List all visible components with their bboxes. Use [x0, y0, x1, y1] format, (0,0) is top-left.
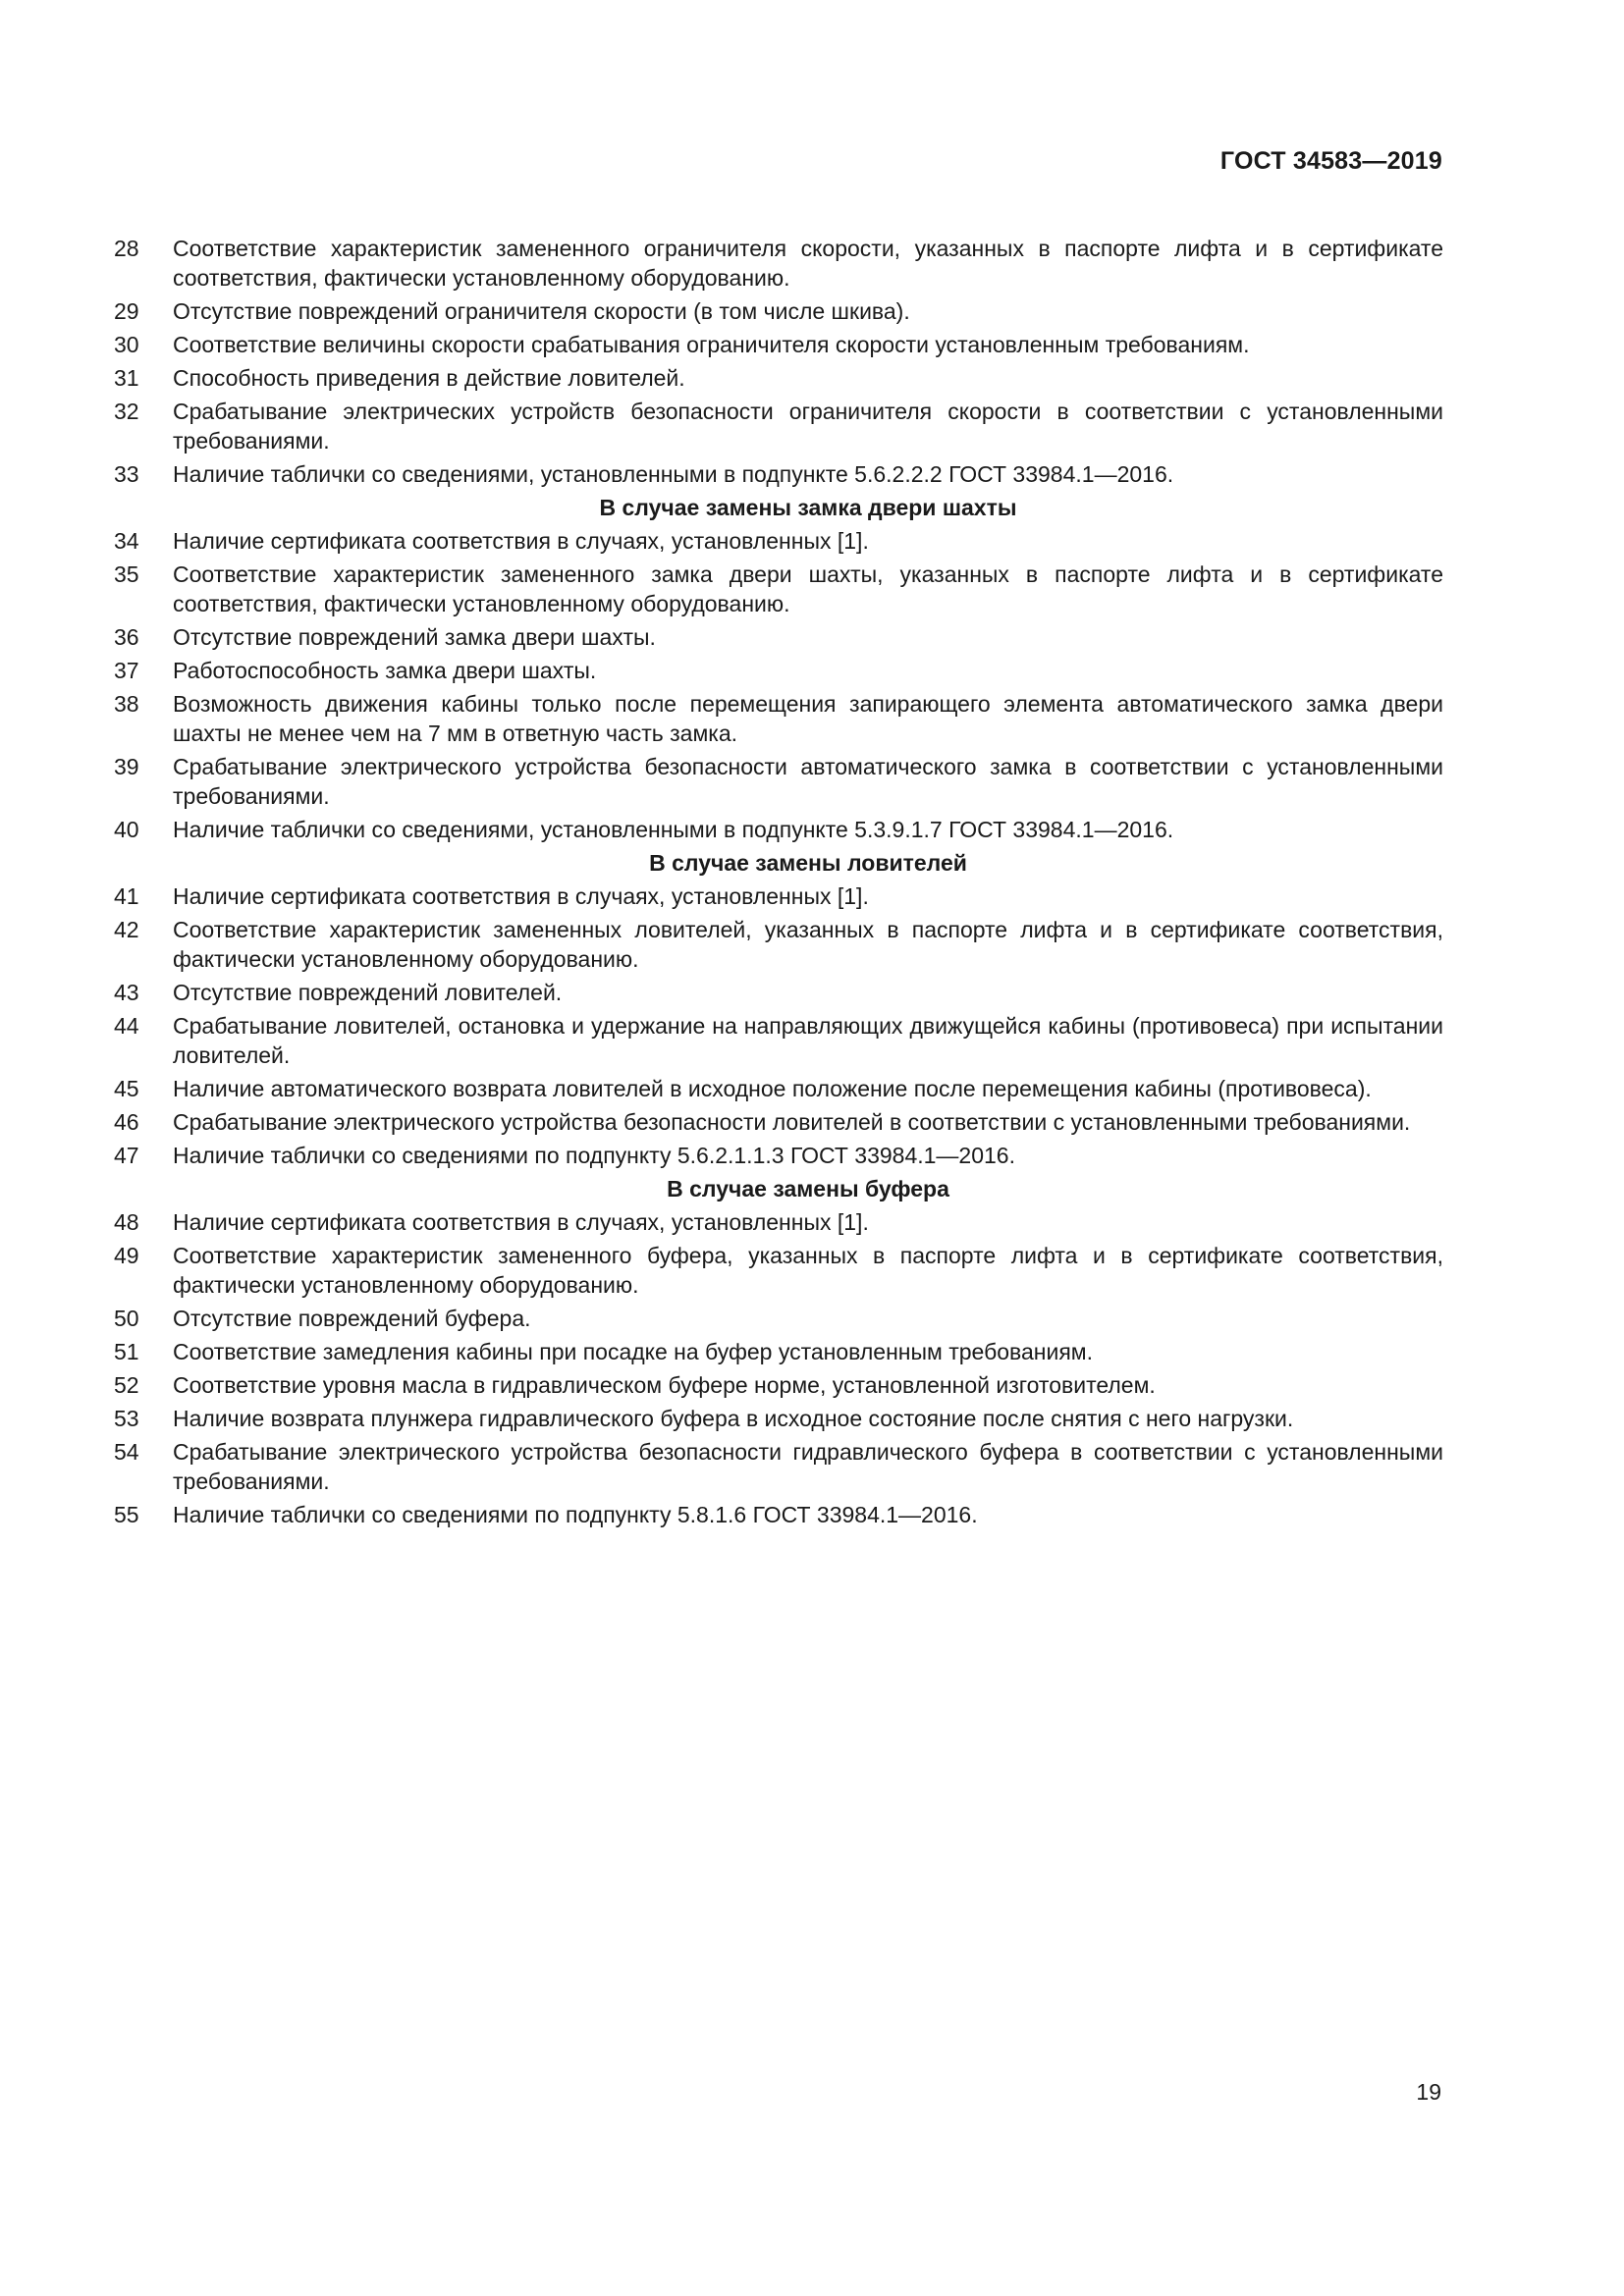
item-text: Соответствие характеристик замененного замка двери шахты, указанных в паспорте лифта и в сертификате соответствия, фактически установленному оборудованию.: [173, 561, 1443, 616]
item-text: Наличие сертификата соответствия в случаях, установленных [1].: [173, 883, 869, 909]
item-number: 55: [114, 1502, 139, 1527]
list-item: [114, 1207, 1443, 1237]
item-number: 30: [114, 332, 139, 357]
item-number: 45: [114, 1076, 139, 1101]
item-number: 46: [114, 1109, 139, 1135]
list-item: [114, 363, 1443, 393]
list-item: [114, 1074, 1443, 1103]
list-item: [114, 1107, 1443, 1137]
item-text: Наличие возврата плунжера гидравлического буфера в исходное состояние после снятия с него нагрузки.: [173, 1406, 1294, 1431]
item-text: Наличие таблички со сведениями по подпункту 5.8.1.6 ГОСТ 33984.1—2016.: [173, 1502, 978, 1527]
item-text: Соответствие величины скорости срабатывания ограничителя скорости установленным требованиям.: [173, 332, 1250, 357]
item-number: 51: [114, 1339, 139, 1364]
item-text: Наличие таблички со сведениями, установленными в подпункте 5.3.9.1.7 ГОСТ 33984.1—2016.: [173, 817, 1174, 842]
item-text: Отсутствие повреждений ограничителя скорости (в том числе шкива).: [173, 298, 910, 324]
item-number: 42: [114, 917, 139, 942]
list-item: [114, 881, 1443, 911]
list-item: [114, 1370, 1443, 1400]
item-number: 28: [114, 236, 139, 261]
item-text: Срабатывание электрического устройства безопасности автоматического замка в соответствии с установленными требованиями.: [173, 754, 1443, 809]
item-text: Наличие автоматического возврата ловителей в исходное положение после перемещения кабины (противовеса).: [173, 1076, 1372, 1101]
item-text: Наличие сертификата соответствия в случаях, установленных [1].: [173, 1209, 869, 1235]
item-text: Отсутствие повреждений буфера.: [173, 1306, 531, 1331]
item-text: Наличие сертификата соответствия в случаях, установленных [1].: [173, 528, 869, 554]
item-number: 52: [114, 1372, 139, 1398]
list-item: [114, 1304, 1443, 1333]
list-item: [114, 752, 1443, 811]
item-number: 44: [114, 1013, 139, 1039]
list-item: [114, 560, 1443, 618]
list-item: [114, 1437, 1443, 1496]
item-number: 36: [114, 624, 139, 650]
section-heading: В случае замены замка двери шахты: [599, 495, 1017, 520]
list-item: [114, 397, 1443, 455]
item-text: Срабатывание электрического устройства безопасности ловителей в соответствии с установленными требованиями.: [173, 1109, 1411, 1135]
document-code: ГОСТ 34583—2019: [1219, 147, 1442, 175]
list-item: [114, 330, 1443, 359]
item-text: Соответствие характеристик замененных ловителей, указанных в паспорте лифта и в сертификате соответствия, фактически установленному оборудованию.: [173, 917, 1443, 972]
item-number: 33: [114, 461, 139, 487]
item-number: 41: [114, 883, 139, 909]
list-item: [114, 915, 1443, 974]
section-heading: В случае замены буфера: [667, 1176, 949, 1201]
item-number: 32: [114, 399, 139, 424]
item-number: 48: [114, 1209, 139, 1235]
item-text: Соответствие характеристик замененного ограничителя скорости, указанных в паспорте лифта и в сертификате соответствия, фактически установленному оборудованию.: [173, 236, 1443, 291]
list-item: [114, 978, 1443, 1007]
item-text: Наличие таблички со сведениями по подпункту 5.6.2.1.1.3 ГОСТ 33984.1—2016.: [173, 1143, 1015, 1168]
list-item: [114, 815, 1443, 844]
item-text: Срабатывание электрических устройств безопасности ограничителя скорости в соответствии с установленными требованиями.: [173, 399, 1443, 454]
page-number: 19: [1416, 2079, 1441, 2105]
item-number: 54: [114, 1439, 139, 1465]
list-item: [114, 459, 1443, 489]
list-item: [114, 656, 1443, 685]
list-item: [114, 1141, 1443, 1170]
item-number: 43: [114, 980, 139, 1005]
list-item: [114, 296, 1443, 326]
item-text: Отсутствие повреждений замка двери шахты.: [173, 624, 656, 650]
item-text: Соответствие замедления кабины при посадке на буфер установленным требованиям.: [173, 1339, 1093, 1364]
list-item: [114, 1011, 1443, 1070]
item-number: 40: [114, 817, 139, 842]
item-number: 53: [114, 1406, 139, 1431]
item-text: Отсутствие повреждений ловителей.: [173, 980, 563, 1005]
item-number: 49: [114, 1243, 139, 1268]
item-number: 47: [114, 1143, 139, 1168]
item-text: Наличие таблички со сведениями, установленными в подпункте 5.6.2.2.2 ГОСТ 33984.1—2016.: [173, 461, 1174, 487]
list-item: [114, 622, 1443, 652]
item-number: 34: [114, 528, 139, 554]
item-number: 38: [114, 691, 139, 717]
list-item: [114, 234, 1443, 293]
list-item: [114, 1241, 1443, 1300]
document-body: [114, 234, 1443, 1533]
list-item: [114, 689, 1443, 748]
item-text: Работоспособность замка двери шахты.: [173, 658, 597, 683]
item-text: Соответствие уровня масла в гидравлическом буфере норме, установленной изготовителем.: [173, 1372, 1156, 1398]
item-text: Соответствие характеристик замененного буфера, указанных в паспорте лифта и в сертификате соответствия, фактически установленному оборудованию.: [173, 1243, 1443, 1298]
item-text: Возможность движения кабины только после перемещения запирающего элемента автоматического замка двери шахты не менее чем на 7 мм в ответную часть замка.: [173, 691, 1443, 746]
list-item: [114, 1404, 1443, 1433]
item-text: Срабатывание ловителей, остановка и удержание на направляющих движущейся кабины (противовеса) при испытании ловителей.: [173, 1013, 1443, 1068]
item-text: Срабатывание электрического устройства безопасности гидравлического буфера в соответствии с установленными требованиями.: [173, 1439, 1443, 1494]
item-text: Способность приведения в действие ловителей.: [173, 365, 685, 391]
list-item: [114, 1337, 1443, 1366]
item-number: 50: [114, 1306, 139, 1331]
item-number: 39: [114, 754, 139, 779]
list-item: [114, 1500, 1443, 1529]
section-heading: В случае замены ловителей: [649, 850, 967, 876]
item-number: 31: [114, 365, 139, 391]
item-number: 29: [114, 298, 139, 324]
item-number: 37: [114, 658, 139, 683]
list-item: [114, 526, 1443, 556]
item-number: 35: [114, 561, 139, 587]
